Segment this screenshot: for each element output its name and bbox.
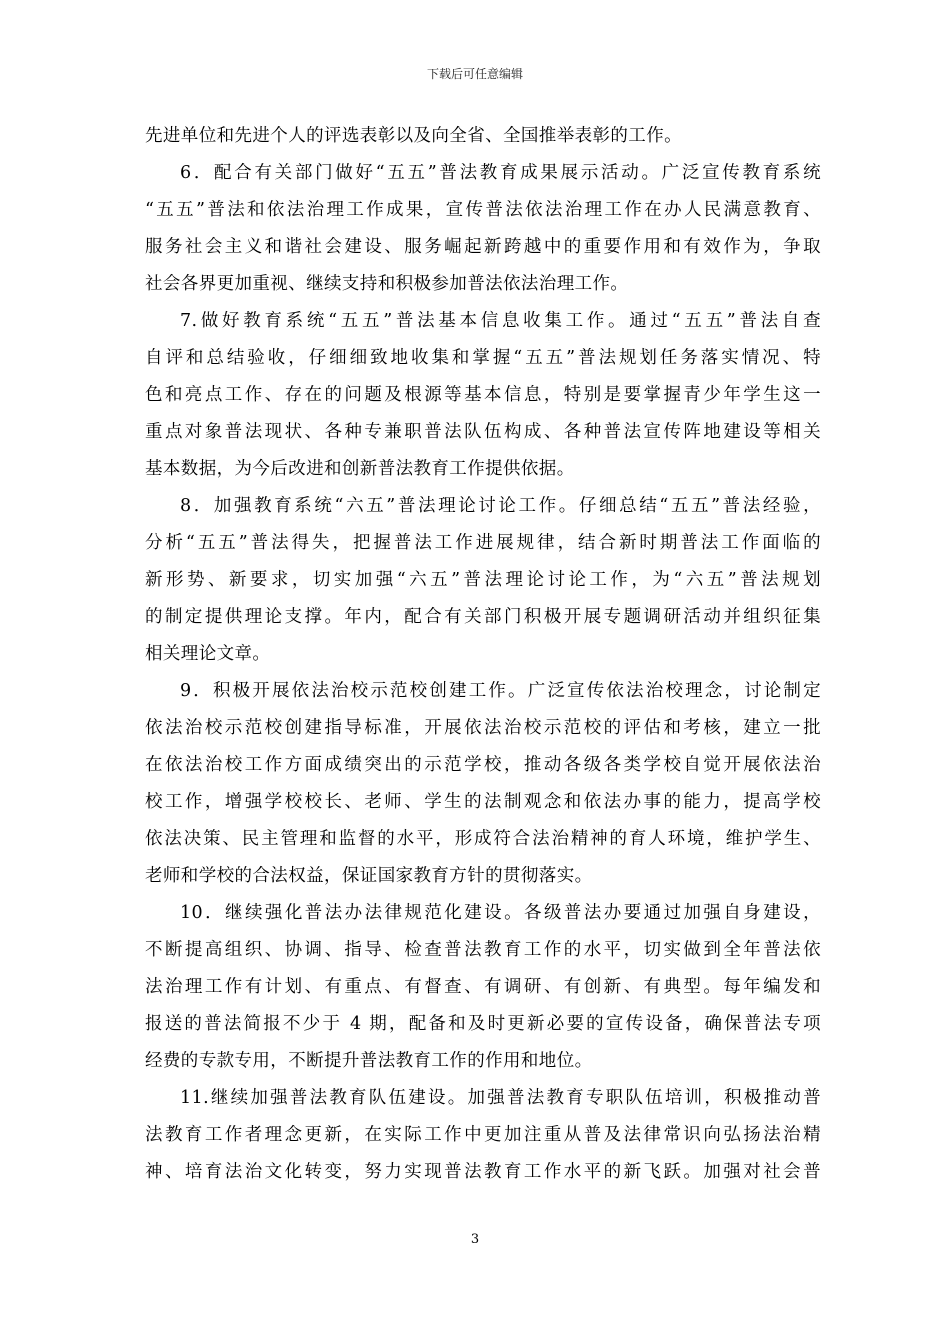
paragraph-first-line: 6．配合有关部门做好“五五”普法教育成果展示活动。广泛宣传教育系统 xyxy=(180,163,821,183)
paragraph-line: 相关理论文章。 xyxy=(145,644,271,664)
paragraph-line: 校工作，增强学校校长、老师、学生的法制观念和依法办事的能力，提高学校 xyxy=(145,792,821,812)
paragraph-first-line: 8．加强教育系统“六五”普法理论讨论工作。仔细总结“五五”普法经验， xyxy=(180,496,821,516)
paragraph-line: 神、培育法治文化转变，努力实现普法教育工作水平的新飞跃。加强对社会普 xyxy=(145,1162,821,1182)
paragraph-line: 报送的普法简报不少于 4 期，配备和及时更新必要的宣传设备，确保普法专项 xyxy=(145,1014,821,1034)
paragraph-line: 自评和总结验收，仔细细致地收集和掌握“五五”普法规划任务落实情况、特 xyxy=(145,348,821,368)
paragraph-line: 经费的专款专用，不断提升普法教育工作的作用和地位。 xyxy=(145,1051,593,1071)
paragraph-line: 法教育工作者理念更新，在实际工作中更加注重从普及法律常识向弘扬法治精 xyxy=(145,1125,821,1145)
paragraph-line: 依法决策、民主管理和监督的水平，形成符合法治精神的育人环境，维护学生、 xyxy=(145,829,821,849)
paragraph-line: 的制定提供理论支撑。年内，配合有关部门积极开展专题调研活动并组织征集 xyxy=(145,607,821,627)
paragraph-first-line: 11.继续加强普法教育队伍建设。加强普法教育专职队伍培训，积极推动普 xyxy=(180,1088,821,1108)
paragraph-line: “五五”普法和依法治理工作成果，宣传普法依法治理工作在办人民满意教育、 xyxy=(145,200,821,220)
paragraph-line: 在依法治校工作方面成绩突出的示范学校，推动各级各类学校自觉开展依法治 xyxy=(145,755,821,775)
paragraph-line: 分析“五五”普法得失，把握普法工作进展规律，结合新时期普法工作面临的 xyxy=(145,533,821,553)
paragraph-line: 色和亮点工作、存在的问题及根源等基本信息，特别是要掌握青少年学生这一 xyxy=(145,385,821,405)
paragraph-line: 老师和学校的合法权益，保证国家教育方针的贯彻落实。 xyxy=(145,866,593,886)
paragraph-line: 新形势、新要求，切实加强“六五”普法理论讨论工作，为“六五”普法规划 xyxy=(145,570,821,590)
paragraph-line: 法治理工作有计划、有重点、有督查、有调研、有创新、有典型。每年编发和 xyxy=(145,977,821,997)
document-body xyxy=(145,118,821,1191)
paragraph-line: 重点对象普法现状、各种专兼职普法队伍构成、各种普法宣传阵地建设等相关 xyxy=(145,422,821,442)
paragraph-line: 社会各界更加重视、继续支持和积极参加普法依法治理工作。 xyxy=(145,274,629,294)
paragraph-line: 不断提高组织、协调、指导、检查普法教育工作的水平，切实做到全年普法依 xyxy=(145,940,821,960)
paragraph-line: 基本数据，为今后改进和创新普法教育工作提供依据。 xyxy=(145,459,575,479)
page-number: 3 xyxy=(470,1232,480,1247)
paragraph-line: 依法治校示范校创建指导标准，开展依法治校示范校的评估和考核，建立一批 xyxy=(145,718,821,738)
paragraph-line: 服务社会主义和谐社会建设、服务崛起新跨越中的重要作用和有效作为，争取 xyxy=(145,237,821,257)
paragraph-first-line: 9．积极开展依法治校示范校创建工作。广泛宣传依法治校理念，讨论制定 xyxy=(180,681,821,701)
paragraph-first-line: 7.做好教育系统“五五”普法基本信息收集工作。通过“五五”普法自查 xyxy=(180,311,821,331)
paragraph-line: 先进单位和先进个人的评选表彰以及向全省、全国推举表彰的工作。 xyxy=(145,126,682,146)
page-header: 下载后可任意编辑 xyxy=(426,67,523,81)
paragraph-first-line: 10．继续强化普法办法律规范化建设。各级普法办要通过加强自身建设， xyxy=(180,903,821,923)
